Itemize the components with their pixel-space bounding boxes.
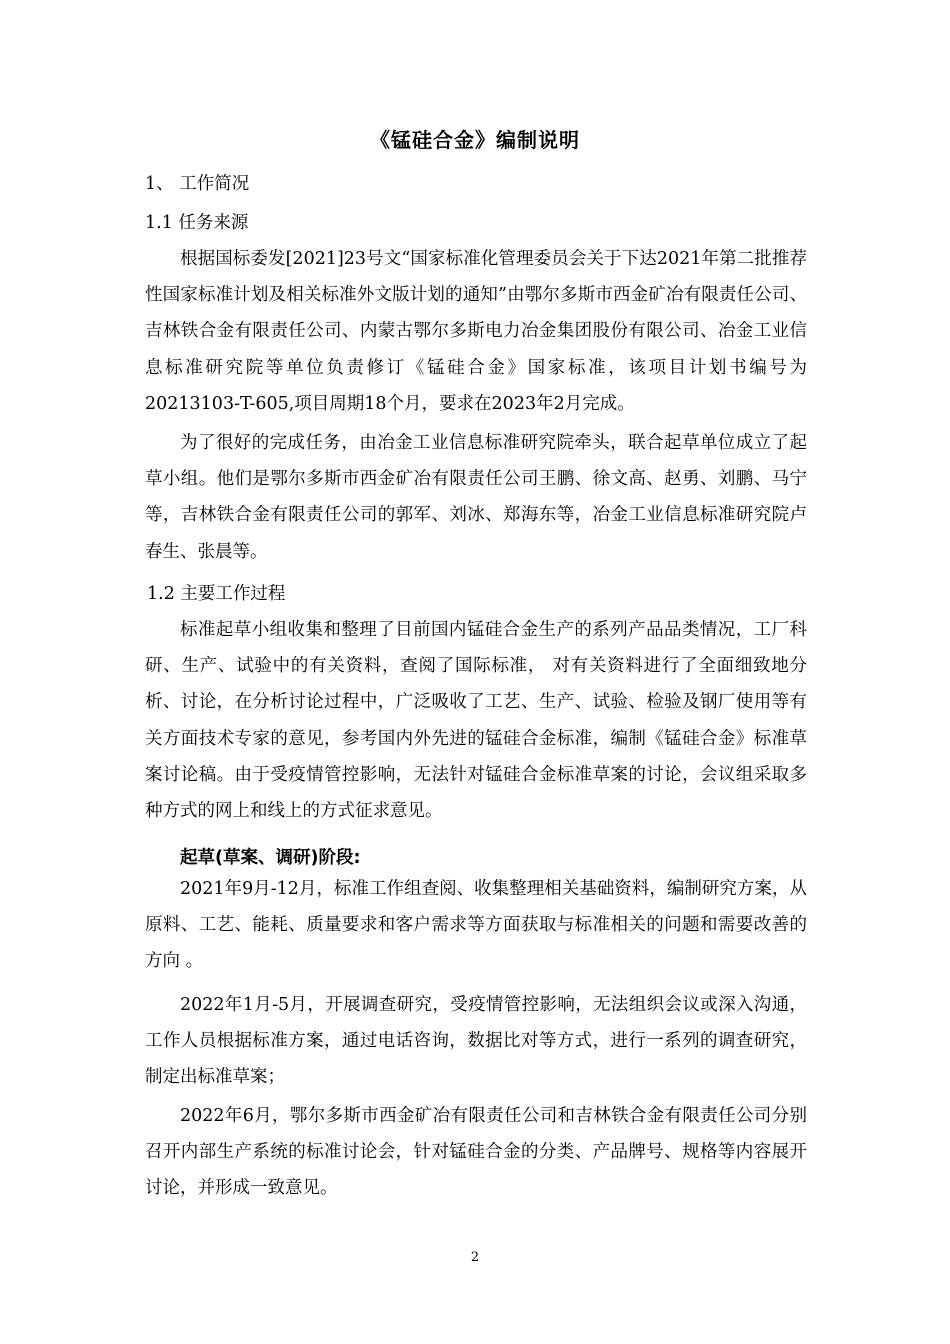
paragraph-task-source: 根据国标委发[2021]23号文“国家标准化管理委员会关于下达2021年第二批推荐性国家标准计划及相关标准外文版计划的通知”由鄂尔多斯市西金矿冶有限责任公司、吉林铁合金有限责任公司、内蒙古鄂尔多斯电力冶金集团股份有限公司、冶金工业信息标准研究院等单位负责修订《锰硅合金》国家标准，该项目计划书编号为20213103-T-605,项目周期18个月，要求在2023年2月完成。 xyxy=(145,249,807,414)
paragraph-2022-jan-may: 2022年1月-5月，开展调查研究，受疫情管控影响，无法组织会议或深入沟通，工作人员根据标准方案，通过电话咨询，数据比对等方式，进行一系列的调查研究，制定出标准草案； xyxy=(145,995,807,1088)
paragraph-2022-jun: 2022年6月，鄂尔多斯市西金矿冶有限责任公司和吉林铁合金有限责任公司分别召开内部生产系统的标准讨论会，针对锰硅合金的分类、产品牌号、规格等内容展开讨论，并形成一致意见。 xyxy=(145,1106,807,1199)
paragraph-work-process: 标准起草小组收集和整理了目前国内锰硅合金生产的系列产品品类情况，工厂科研、生产、试验中的有关资料，查阅了国际标准， 对有关资料进行了全面细致地分析、讨论，在分析讨论过程中，广泛吸收了工艺、生产、试验、检验及钢厂使用等有关方面技术专家的意见，参考国内外先进的锰硅合金标准，编制《锰硅合金》标准草案讨论稿。由于受疫情管控影响，无法针对锰硅合金标准草案的讨论，会议组采取多种方式的网上和线上的方式征求意见。 xyxy=(145,620,807,822)
document-title: 《锰硅合金》编制说明 xyxy=(370,128,580,152)
paragraph-drafting-group: 为了很好的完成任务，由冶金工业信息标准研究院牵头，联合起草单位成立了起草小组。他们是鄂尔多斯市西金矿冶有限责任公司王鹏、徐文高、赵勇、刘鹏、马宁等，吉林铁合金有限责任公司的郭军、刘冰、郑海东等，冶金工业信息标准研究院卢春生、张晨等。 xyxy=(145,433,807,562)
section-1-1-heading: 1.1 任务来源 xyxy=(145,213,249,233)
section-1-2-heading: 1.2 主要工作过程 xyxy=(147,584,286,604)
paragraph-2021-sep-dec: 2021年9月-12月，标准工作组查阅、收集整理相关基础资料，编制研究方案，从原料、工艺、能耗、质量要求和客户需求等方面获取与标准相关的问题和需要改善的方向 。 xyxy=(145,879,807,972)
page-number: 2 xyxy=(470,1250,480,1265)
drafting-stage-heading: 起草(草案、调研)阶段: xyxy=(180,848,361,868)
section-1-heading: 1、 工作简况 xyxy=(145,174,250,194)
